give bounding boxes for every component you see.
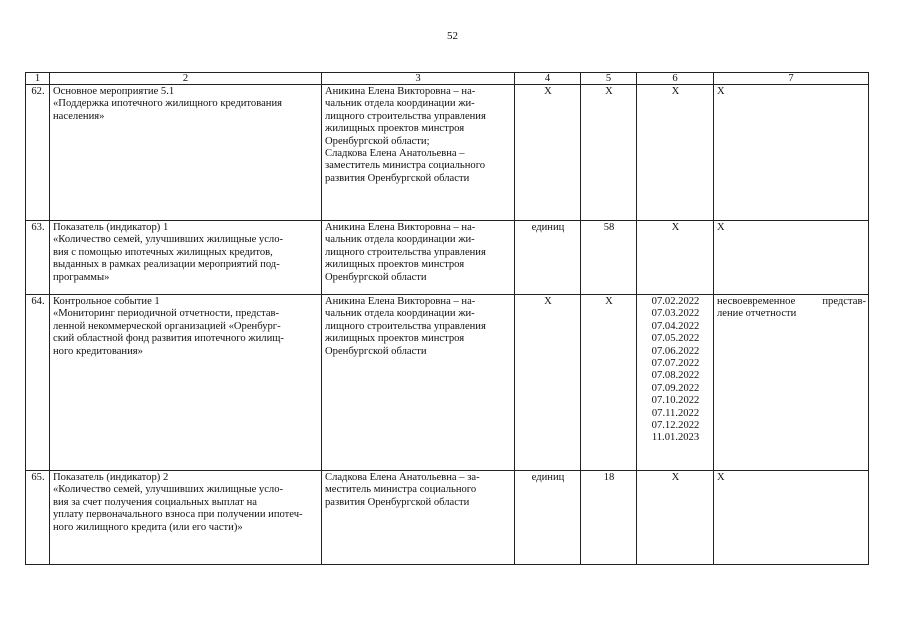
value-cell (581, 85, 637, 221)
activity-name-line: Контрольное событие 1 (53, 296, 160, 307)
date-item: 07.05.2022 (651, 333, 700, 345)
column-header: 6 (637, 73, 714, 85)
row-number: 62. (31, 86, 45, 97)
dates-cell (637, 221, 714, 295)
responsible-line: жилищных проектов минстроя (325, 123, 465, 135)
note-text: Х (717, 222, 725, 233)
column-number-row (26, 73, 869, 85)
responsible-line: развития Оренбургской области (325, 172, 470, 184)
activity-name-line: «Количество семей, улучшивших жилищные усло- (53, 484, 284, 496)
note-cell (714, 85, 869, 221)
responsible-line: заместитель министра социального (325, 160, 486, 172)
planned-value: Х (605, 86, 613, 97)
column-header: 5 (581, 73, 637, 85)
row-number: 65. (31, 472, 45, 483)
dates-cell (637, 471, 714, 565)
row-number-cell (26, 221, 50, 295)
activity-name-cell (50, 221, 322, 295)
date-item: 07.07.2022 (651, 358, 700, 370)
unit-cell (515, 471, 581, 565)
responsible-line: Аникина Елена Викторовна – на- (325, 222, 476, 233)
activity-name-cell (50, 85, 322, 221)
column-header: 3 (322, 73, 515, 85)
responsible-line: Сладкова Елена Анатольевна – за- (325, 472, 480, 483)
unit-cell (515, 221, 581, 295)
table-row (26, 85, 869, 221)
dates-cell (637, 85, 714, 221)
unit-value: единиц (531, 472, 565, 483)
unit-cell (515, 85, 581, 221)
value-cell (581, 295, 637, 471)
responsible-line: меститель министра социального (325, 484, 477, 496)
activity-name-line: выданных в рамках реализации мероприятий под- (53, 259, 280, 271)
responsible-line: лищного строительства управления (325, 320, 486, 332)
activity-name-line: вия с помощью ипотечных жилищных кредитов, (53, 246, 273, 258)
date-item: 07.03.2022 (651, 308, 700, 320)
date-item: 07.10.2022 (651, 395, 700, 407)
value-cell (581, 221, 637, 295)
unit-value: Х (544, 296, 552, 307)
responsible-line: Оренбургской области; (325, 135, 430, 147)
date-item: 11.01.2023 (651, 432, 700, 444)
note-text: Х (717, 472, 725, 483)
activity-name-line: ного жилищного кредита (или его части)» (53, 521, 243, 533)
planned-value: 58 (603, 222, 615, 233)
date-item: 07.12.2022 (651, 420, 700, 432)
planned-value: Х (605, 296, 613, 307)
date-item: 07.08.2022 (651, 370, 700, 382)
date-item: 07.02.2022 (651, 296, 700, 307)
responsible-line: жилищных проектов минстроя (325, 259, 465, 271)
plan-table (25, 72, 869, 565)
activity-name-line: программы» (53, 271, 110, 283)
dates-cell (637, 295, 714, 471)
row-number-cell (26, 295, 50, 471)
responsible-line: Сладкова Елена Анатольевна – (325, 148, 465, 160)
activity-name-line: «Поддержка ипотечного жилищного кредитования (53, 98, 282, 110)
row-number: 64. (31, 296, 45, 307)
responsible-cell (322, 85, 515, 221)
activity-name-line: Показатель (индикатор) 1 (53, 222, 169, 233)
activity-name-line: ленной некоммерческой организацией «Оренбург- (53, 320, 281, 332)
responsible-line: Оренбургской области (325, 345, 427, 357)
responsible-line: Аникина Елена Викторовна – на- (325, 86, 476, 97)
responsible-line: чальник отдела координации жи- (325, 308, 475, 320)
column-header: 4 (515, 73, 581, 85)
activity-name-cell (50, 471, 322, 565)
responsible-line: чальник отдела координации жи- (325, 234, 475, 246)
responsible-line: лищного строительства управления (325, 110, 486, 122)
activity-name-line: ного кредитования» (53, 345, 143, 357)
column-header: 7 (714, 73, 869, 85)
activity-name-line: уплату первоначального взноса при получении ипотеч- (53, 509, 303, 521)
row-number-cell (26, 471, 50, 565)
page-number: 52 (447, 30, 458, 42)
responsible-line: лищного строительства управления (325, 246, 486, 258)
activity-name-line: «Количество семей, улучшивших жилищные усло- (53, 234, 284, 246)
date-item: Х (671, 222, 680, 233)
note-text: Х (717, 86, 725, 97)
row-number: 63. (31, 222, 45, 233)
note-cell (714, 471, 869, 565)
activity-name-line: ский областной фонд развития ипотечного жилищ- (53, 333, 284, 345)
unit-value: Х (544, 86, 552, 97)
date-item: Х (671, 472, 680, 483)
row-number-cell (26, 85, 50, 221)
column-header: 2 (50, 73, 322, 85)
responsible-cell (322, 221, 515, 295)
note-cell (714, 295, 869, 471)
responsible-line: Оренбургской области (325, 271, 427, 283)
column-header: 1 (26, 73, 50, 85)
responsible-cell (322, 295, 515, 471)
responsible-cell (322, 471, 515, 565)
table-row (26, 471, 869, 565)
unit-value: единиц (531, 222, 565, 233)
date-item: Х (671, 86, 680, 97)
date-item: 07.11.2022 (651, 407, 700, 419)
unit-cell (515, 295, 581, 471)
activity-name-line: вия за счет получения социальных выплат на (53, 496, 257, 508)
responsible-line: развития Оренбургской области (325, 496, 470, 508)
responsible-line: Аникина Елена Викторовна – на- (325, 296, 476, 307)
date-item: 07.09.2022 (651, 382, 700, 394)
planned-value: 18 (603, 472, 615, 483)
note-text: несвоевременное представ-ление отчетности (717, 296, 866, 320)
activity-name-cell (50, 295, 322, 471)
activity-name-line: «Мониторинг периодичной отчетности, представ- (53, 308, 280, 320)
responsible-line: чальник отдела координации жи- (325, 98, 475, 110)
value-cell (581, 471, 637, 565)
activity-name-line: Показатель (индикатор) 2 (53, 472, 169, 483)
date-item: 07.04.2022 (651, 320, 700, 332)
activity-name-line: Основное мероприятие 5.1 (53, 86, 175, 97)
responsible-line: жилищных проектов минстроя (325, 333, 465, 345)
note-cell (714, 221, 869, 295)
date-item: 07.06.2022 (651, 345, 700, 357)
activity-name-line: населения» (53, 110, 105, 122)
table-row (26, 295, 869, 471)
table-row (26, 221, 869, 295)
